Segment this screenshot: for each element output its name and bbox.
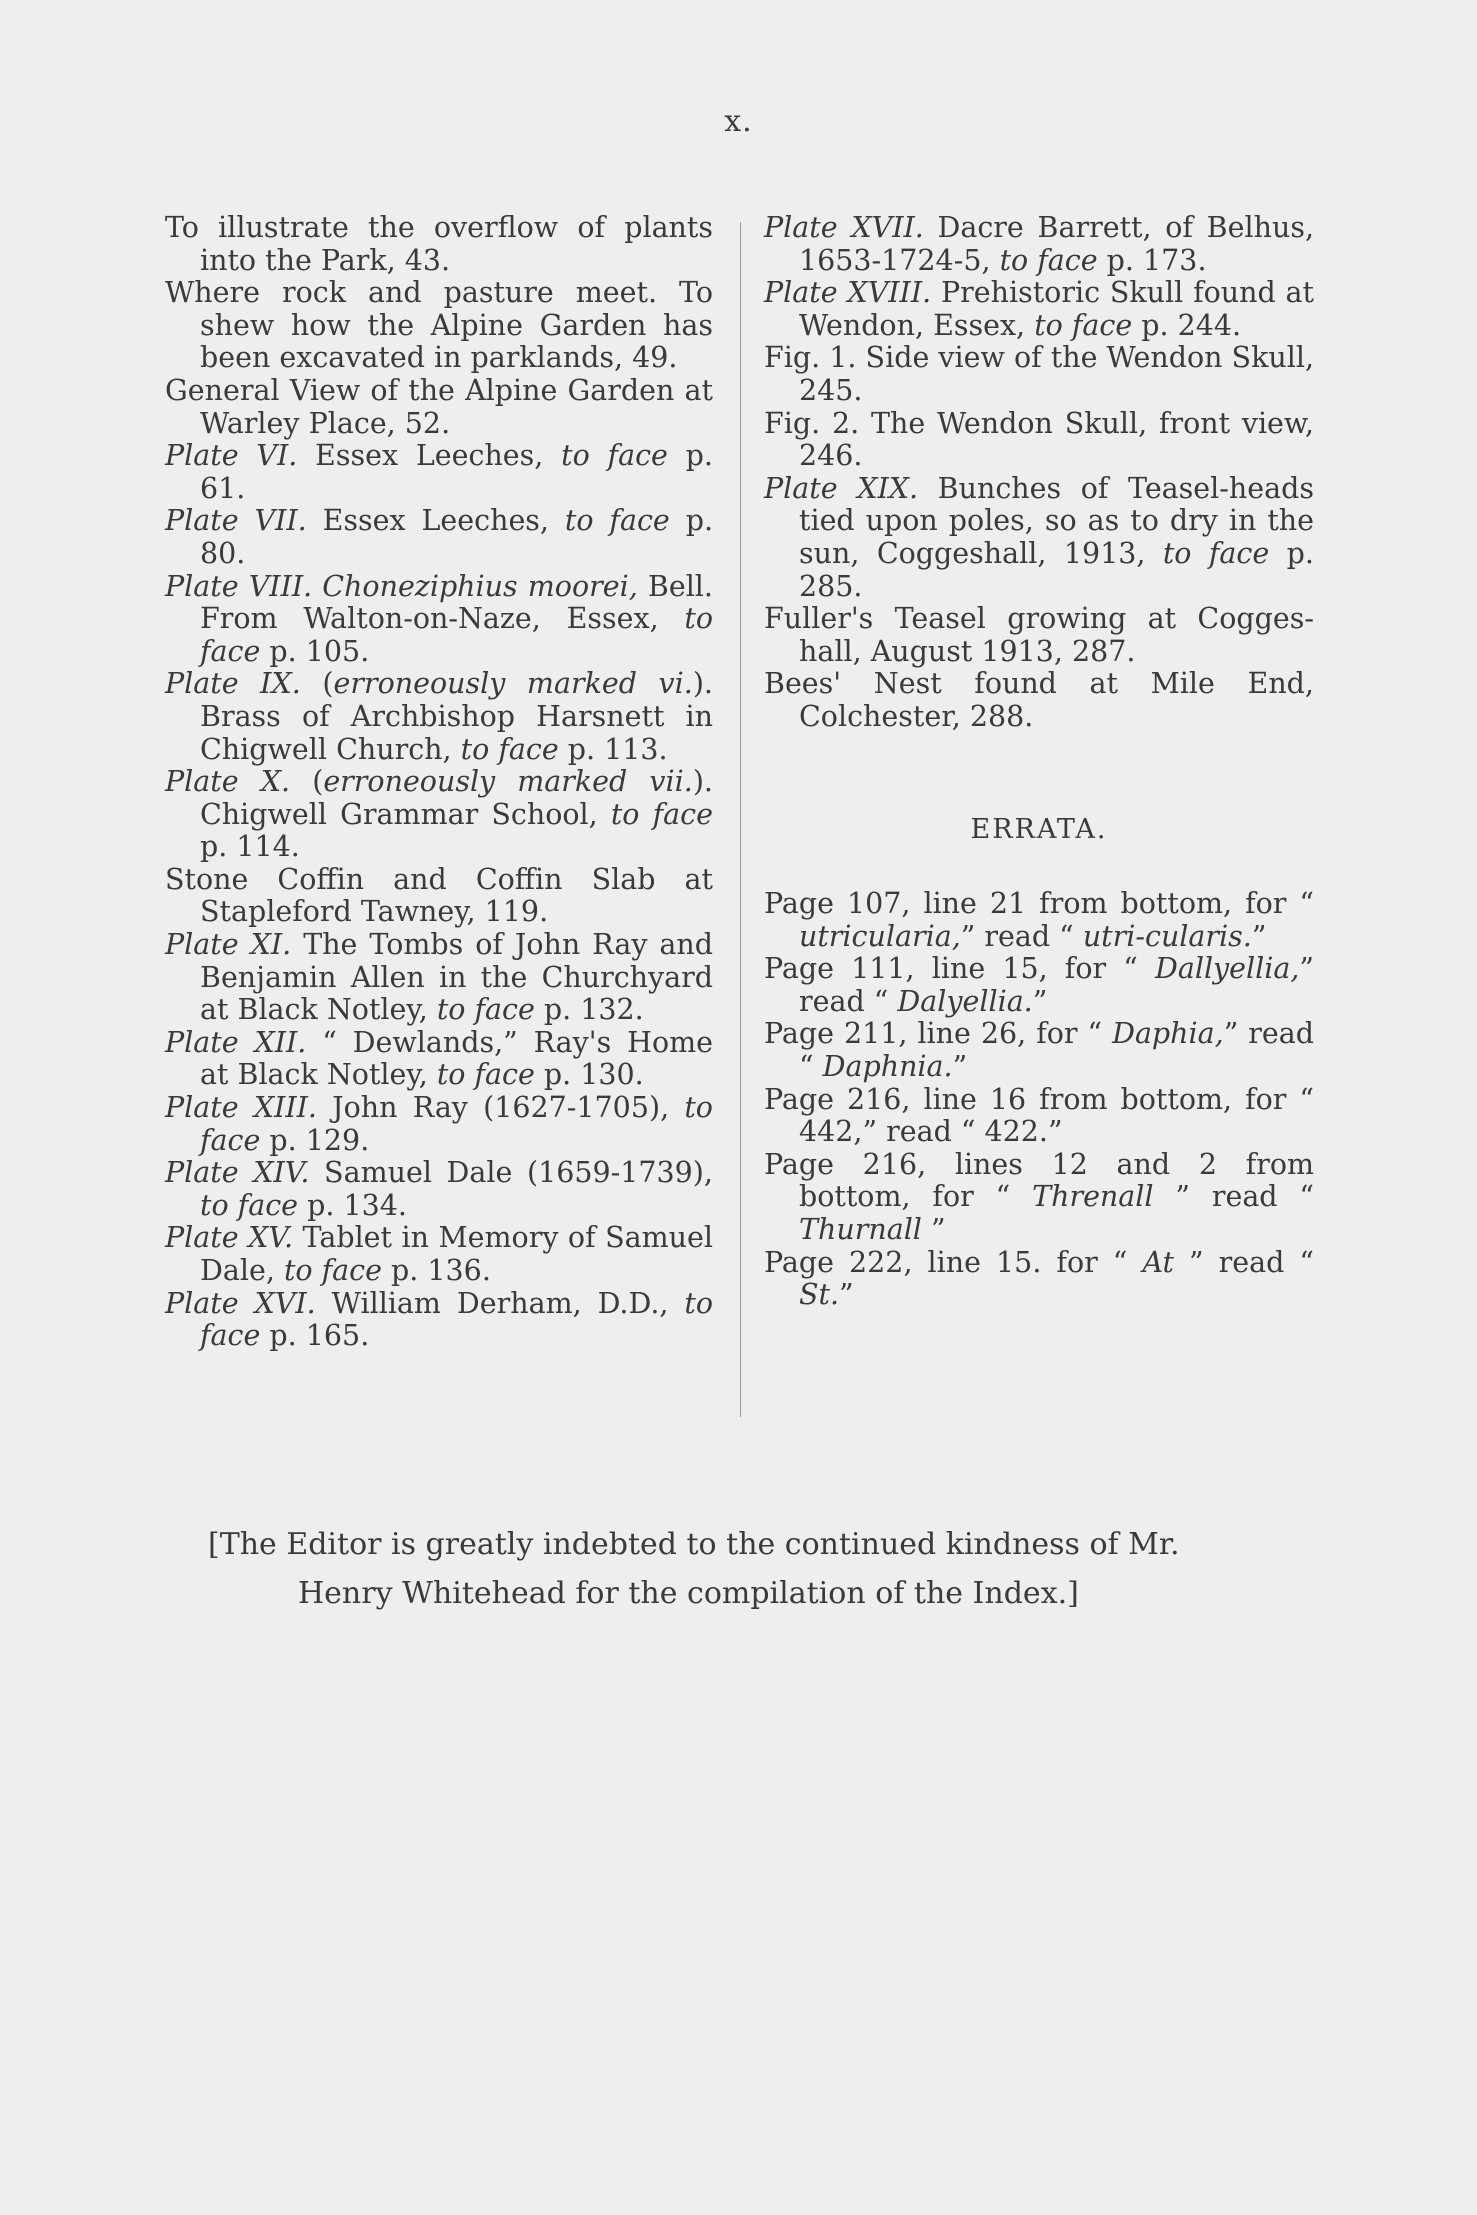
entry-text: ” bbox=[952, 1050, 968, 1084]
entry-italic-text: Dallyellia, bbox=[1154, 952, 1300, 986]
entry-text: ). Chigwell Grammar School, bbox=[200, 765, 713, 831]
entry-text: The Tombs of John Ray and Benjamin Allen in the Churchyard at Black Notley, bbox=[200, 928, 713, 1027]
index-entry bbox=[764, 603, 1314, 668]
entry-italic-text: to face bbox=[460, 732, 559, 766]
errata-entry bbox=[764, 1247, 1314, 1312]
entry-italic-text: to face bbox=[564, 504, 670, 538]
entry-italic-text: to face bbox=[200, 1286, 713, 1353]
column-divider bbox=[740, 222, 741, 1417]
entry-italic-text: Plate XIII. bbox=[165, 1091, 317, 1125]
entry-italic-text: Plate XVII. bbox=[764, 211, 924, 244]
entry-text: ” bbox=[1251, 919, 1267, 953]
entry-text: General View of the Alpine Garden at Warley Place, 52. bbox=[165, 373, 713, 440]
entry-text: Page 216, line 16 from bottom, for “ 442,” read “ 422.” bbox=[764, 1082, 1314, 1149]
index-entry bbox=[165, 1027, 713, 1092]
entry-text: Page 111, line 15, for “ bbox=[764, 952, 1155, 986]
entry-text: ” read “ bbox=[799, 952, 1314, 1018]
index-entry bbox=[165, 864, 713, 929]
entry-text: Tablet in Memory of Samuel Dale, bbox=[200, 1221, 713, 1287]
errata-entry bbox=[764, 1018, 1314, 1083]
entry-text: p. 244. bbox=[1132, 308, 1242, 342]
entry-text: Fig. 2. The Wendon Skull, front view, 246. bbox=[764, 406, 1314, 473]
entry-italic-text: Plate VI. bbox=[165, 439, 298, 473]
entry-italic-text: erroneously marked vii. bbox=[323, 765, 693, 799]
entry-text: Page 216, lines 12 and 2 from bottom, for “ bbox=[764, 1147, 1314, 1214]
entry-text: ” bbox=[839, 1278, 854, 1312]
errata-entry bbox=[764, 1084, 1314, 1149]
entry-text: Page 211, line 26, for “ bbox=[764, 1017, 1113, 1051]
entry-italic-text: erroneously marked vi. bbox=[333, 667, 693, 701]
index-entry bbox=[165, 1092, 713, 1157]
errata-entry bbox=[764, 888, 1314, 953]
entry-text: p. 285. bbox=[799, 536, 1314, 603]
index-entry bbox=[165, 1157, 713, 1222]
entry-italic-text: At bbox=[1142, 1245, 1174, 1279]
entry-text: Where rock and pasture meet. To shew how the Alpine Garden has been excavated in parklands, 49. bbox=[165, 276, 713, 375]
entry-text: Essex Leeches, bbox=[306, 504, 565, 538]
entry-text: ” read “ bbox=[1153, 1180, 1314, 1214]
entry-text: p. 130. bbox=[534, 1058, 644, 1092]
entry-italic-text: Plate X. bbox=[165, 765, 291, 799]
entry-text: Dacre Barrett, of Belhus, 1653-1724-5, bbox=[799, 211, 1315, 277]
entry-text: p. 134. bbox=[298, 1188, 407, 1222]
index-entry bbox=[165, 440, 713, 505]
entry-text: Essex Leeches, bbox=[297, 439, 562, 473]
entry-italic-text: Plate XVI. bbox=[165, 1286, 316, 1320]
entry-italic-text: Plate XV. bbox=[165, 1221, 294, 1255]
entry-text: ( bbox=[300, 667, 334, 701]
entry-text: William Derham, D.D., bbox=[315, 1286, 685, 1320]
entry-italic-text: St. bbox=[799, 1278, 840, 1312]
left-column bbox=[165, 212, 713, 1353]
entry-italic-text: utricularia, bbox=[799, 919, 961, 953]
entry-italic-text: to face bbox=[436, 993, 535, 1027]
entry-italic-text: Plate XIX. bbox=[764, 471, 919, 505]
entry-italic-text: utri-cularis. bbox=[1082, 919, 1252, 953]
index-entry bbox=[165, 505, 713, 570]
entry-text: p. 129. bbox=[260, 1123, 370, 1157]
index-entry bbox=[165, 766, 713, 864]
entry-text: Bell. From Walton-on-Naze, Essex, bbox=[200, 569, 713, 636]
entry-italic-text: Plate VIII. bbox=[165, 569, 313, 603]
footnote-line-2: Henry Whitehead for the compilation of the Index.] bbox=[298, 1576, 1079, 1611]
entry-italic-text: to face bbox=[283, 1254, 382, 1287]
entry-italic-text: to face bbox=[610, 797, 713, 831]
entry-text: p. 113. bbox=[558, 732, 668, 766]
entry-text: p. 114. bbox=[200, 830, 300, 864]
entry-text: p. 136. bbox=[382, 1254, 491, 1287]
entry-text: “ Dewlands,” Ray's Home at Black Notley, bbox=[200, 1025, 714, 1092]
entry-italic-text: to face bbox=[999, 243, 1098, 277]
errata-entry bbox=[764, 1149, 1314, 1247]
index-entry bbox=[764, 277, 1314, 342]
entry-text: Prehistoric Skull found at Wendon, Essex, bbox=[799, 276, 1314, 342]
entry-italic-text: to face bbox=[200, 1188, 299, 1222]
entry-text: ( bbox=[290, 765, 324, 799]
entry-text: p. 132. bbox=[534, 993, 644, 1027]
entry-italic-text: Plate XVIII. bbox=[764, 276, 932, 310]
entry-text bbox=[312, 570, 322, 603]
index-entry bbox=[165, 375, 713, 440]
entry-text: Page 222, line 15. for “ bbox=[764, 1245, 1143, 1279]
entry-text: ” bbox=[921, 1213, 946, 1247]
entry-italic-text: Thurnall bbox=[799, 1213, 922, 1247]
entry-text: Page 107, line 21 from bottom, for “ bbox=[764, 887, 1314, 921]
entry-italic-text: Plate IX. bbox=[165, 667, 301, 701]
entry-text: ” bbox=[1032, 984, 1048, 1018]
entry-text: p. 61. bbox=[200, 439, 713, 505]
entry-italic-text: Daphnia. bbox=[822, 1050, 953, 1084]
errata-list bbox=[764, 888, 1314, 1312]
entry-text: Stone Coffin and Coffin Slab at Stapleford Tawney, 119. bbox=[165, 862, 713, 929]
index-entry bbox=[764, 408, 1314, 473]
entry-italic-text: to face bbox=[200, 602, 713, 668]
entry-text: Bunches of Teasel-heads tied upon poles, so as to dry in the sun, Coggeshall, 1913, bbox=[799, 471, 1314, 570]
entry-text: John Ray (1627-1705), bbox=[316, 1091, 685, 1125]
footnote-line-1: [The Editor is greatly indebted to the continued kindness of Mr. bbox=[208, 1527, 1180, 1562]
entry-text: ” read “ bbox=[799, 1017, 1314, 1084]
entry-italic-text: to face bbox=[200, 1091, 713, 1157]
entry-text: p. 165. bbox=[260, 1319, 370, 1353]
entry-italic-text: to face bbox=[1162, 536, 1270, 570]
index-entry bbox=[165, 1222, 713, 1287]
entry-text: To illustrate the overflow of plants into the Park, 43. bbox=[165, 211, 713, 277]
entry-italic-text: Plate XI. bbox=[165, 928, 292, 962]
entry-text: Samuel Dale (1659-1739), bbox=[309, 1156, 713, 1190]
entry-text: Bees' Nest found at Mile End, Colchester, 288. bbox=[764, 667, 1314, 733]
entry-italic-text: Plate XIV. bbox=[165, 1156, 310, 1190]
entry-italic-text: Choneziphius moorei, bbox=[322, 569, 638, 603]
page-number: x. bbox=[724, 104, 753, 139]
index-entry bbox=[764, 212, 1314, 277]
entry-italic-text: Dalyellia. bbox=[897, 984, 1033, 1018]
entry-italic-text: Plate XII. bbox=[165, 1025, 307, 1059]
plates-list bbox=[764, 212, 1314, 734]
entry-italic-text: to face bbox=[1034, 308, 1133, 342]
entry-text: ” read “ bbox=[1173, 1245, 1314, 1279]
index-entry bbox=[764, 473, 1314, 603]
errata-title: ERRATA. bbox=[970, 813, 1108, 845]
entry-italic-text: to face bbox=[561, 439, 668, 473]
index-entry bbox=[165, 929, 713, 1027]
entry-text: p. 173. bbox=[1097, 243, 1207, 277]
index-entry bbox=[165, 277, 713, 375]
index-entry bbox=[165, 212, 713, 277]
entry-text: ” read “ bbox=[960, 919, 1083, 953]
errata-entry bbox=[764, 953, 1314, 1018]
index-entry bbox=[165, 1288, 713, 1353]
entry-italic-text: Threnall bbox=[1032, 1180, 1154, 1214]
right-column bbox=[764, 212, 1314, 1312]
entry-text: Fig. 1. Side view of the Wendon Skull, 245. bbox=[764, 341, 1314, 407]
entry-text: p. 80. bbox=[200, 504, 714, 570]
entry-text: ). Brass of Archbishop Harsnett in Chigwell Church, bbox=[200, 667, 713, 766]
index-entry bbox=[764, 668, 1314, 733]
entry-italic-text: Daphia, bbox=[1112, 1017, 1224, 1051]
entry-italic-text: Plate VII. bbox=[165, 504, 307, 538]
footnote bbox=[208, 1520, 1288, 1618]
entry-text: p. 105. bbox=[260, 634, 370, 668]
index-entry bbox=[764, 342, 1314, 407]
index-entry bbox=[165, 668, 713, 766]
index-entry bbox=[165, 571, 713, 669]
entry-italic-text: to face bbox=[436, 1058, 535, 1092]
entry-text: Fuller's Teasel growing at Cogges-hall, August 1913, 287. bbox=[764, 602, 1314, 668]
